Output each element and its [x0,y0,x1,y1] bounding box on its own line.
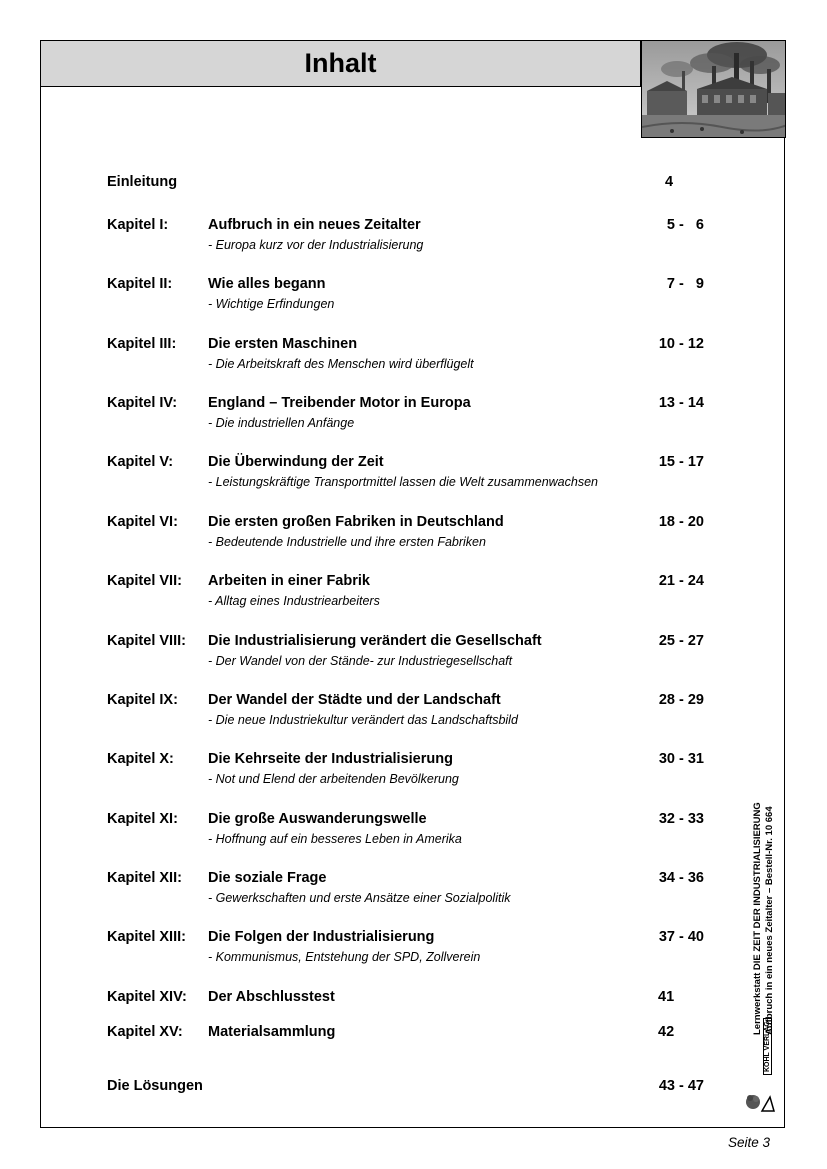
series-title: Lernwerkstatt DIE ZEIT DER INDUSTRIALISIERUNG [752,802,763,1035]
toc-intro-pages: 4 [665,174,674,190]
chapter-pages: 21 - 24 [658,573,704,589]
chapter-subtitle: - Wichtige Erfindungen [208,297,335,311]
publisher-side-text [752,802,776,1035]
chapter-label: Kapitel I: [107,217,169,233]
chapter-subtitle: - Alltag eines Industriearbeiters [208,594,380,608]
tree-logo-icon [744,1091,778,1115]
chapter-title: Arbeiten in einer Fabrik [208,573,370,589]
chapter-title: Materialsammlung [208,1024,336,1040]
chapter-label: Kapitel XIV: [107,989,187,1005]
chapter-pages: 10 - 12 [658,336,704,352]
chapter-pages: 18 - 20 [658,514,704,530]
chapter-subtitle: - Gewerkschaften und erste Ansätze einer Sozialpolitik [208,891,511,905]
chapter-label: Kapitel V: [107,454,174,470]
chapter-label: Kapitel VI: [107,514,178,530]
chapter-title: Die ersten großen Fabriken in Deutschland [208,514,504,530]
chapter-label: Kapitel X: [107,751,174,767]
chapter-pages: 13 - 14 [658,395,704,411]
toc-solutions-label: Die Lösungen [107,1078,203,1094]
chapter-subtitle: - Bedeutende Industrielle und ihre ersten Fabriken [208,535,486,549]
chapter-title: Der Abschlusstest [208,989,335,1005]
chapter-subtitle: - Die neue Industriekultur verändert das Landschaftsbild [208,713,518,727]
page-title: Inhalt [304,48,377,78]
chapter-pages: 15 - 17 [658,454,704,470]
chapter-title: Die Folgen der Industrialisierung [208,929,435,945]
chapter-subtitle: - Not und Elend der arbeitenden Bevölkerung [208,772,459,786]
chapter-pages: 34 - 36 [658,870,704,886]
chapter-pages: 28 - 29 [658,692,704,708]
chapter-pages: 42 [658,1024,675,1040]
chapter-label: Kapitel IV: [107,395,178,411]
chapter-pages: 5 - 6 [666,217,704,233]
chapter-title: England – Treibender Motor in Europa [208,395,471,411]
chapter-label: Kapitel XII: [107,870,182,886]
order-number: Aufbruch in ein neues Zeitalter – Bestell-Nr. 10 664 [764,806,775,1035]
factory-illustration [642,41,786,138]
chapter-pages: 30 - 31 [658,751,704,767]
chapter-subtitle: - Hoffnung auf ein besseres Leben in Amerika [208,832,462,846]
chapter-label: Kapitel VIII: [107,633,186,649]
chapter-subtitle: - Die Arbeitskraft des Menschen wird überflügelt [208,357,474,371]
chapter-label: Kapitel XV: [107,1024,183,1040]
chapter-label: Kapitel III: [107,336,177,352]
chapter-subtitle: - Kommunismus, Entstehung der SPD, Zollverein [208,950,481,964]
chapter-label: Kapitel IX: [107,692,178,708]
chapter-label: Kapitel XIII: [107,929,186,945]
chapter-subtitle: - Europa kurz vor der Industrialisierung [208,238,424,252]
chapter-title: Die ersten Maschinen [208,336,358,352]
chapter-title: Die soziale Frage [208,870,327,886]
publisher-logo: KOHL VERLAG [763,1018,772,1075]
chapter-label: Kapitel II: [107,276,173,292]
toc-intro-label: Einleitung [107,174,178,190]
industrial-photo [641,40,786,138]
chapter-title: Wie alles begann [208,276,326,292]
toc-solutions-pages: 43 - 47 [658,1078,704,1094]
chapter-subtitle: - Leistungskräftige Transportmittel lassen die Welt zusammenwachsen [208,475,598,489]
chapter-subtitle: - Der Wandel von der Stände- zur Industriegesellschaft [208,654,513,668]
chapter-label: Kapitel XI: [107,811,178,827]
chapter-pages: 7 - 9 [666,276,704,292]
chapter-pages: 32 - 33 [658,811,704,827]
chapter-label: Kapitel VII: [107,573,182,589]
chapter-title: Die Überwindung der Zeit [208,454,384,470]
chapter-title: Der Wandel der Städte und der Landschaft [208,692,501,708]
chapter-title: Aufbruch in ein neues Zeitalter [208,217,421,233]
chapter-title: Die große Auswanderungswelle [208,811,427,827]
chapter-pages: 41 [658,989,675,1005]
chapter-subtitle: - Die industriellen Anfänge [208,416,355,430]
chapter-title: Die Industrialisierung verändert die Gesellschaft [208,633,542,649]
title-bar [40,40,641,87]
chapter-pages: 25 - 27 [658,633,704,649]
chapter-pages: 37 - 40 [658,929,704,945]
page-number: Seite 3 [728,1135,771,1150]
chapter-title: Die Kehrseite der Industrialisierung [208,751,453,767]
